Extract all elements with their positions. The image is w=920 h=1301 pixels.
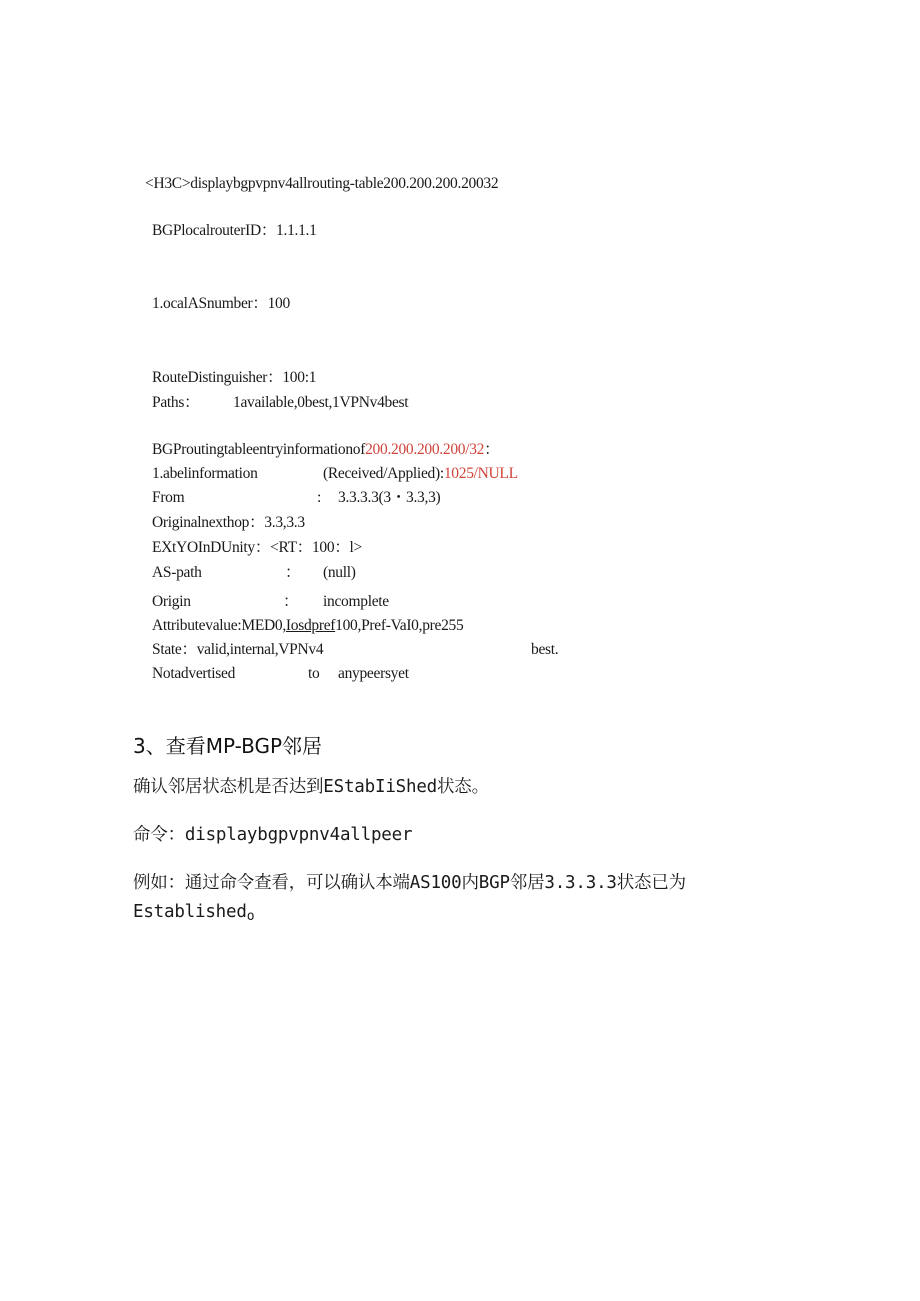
example-tail: o: [246, 909, 255, 924]
local-as-line: 1.ocalASnumber：100: [152, 295, 290, 312]
origin-label: Origin: [152, 593, 191, 610]
as-path-label: AS-path: [152, 564, 202, 581]
notadv-to: to: [308, 665, 320, 682]
paths-label: Paths：: [152, 394, 200, 411]
ext-community-line: EXtYOInDUnity：<RT：100：l>: [152, 539, 362, 556]
state-line: [152, 640, 559, 660]
notadv-label: Notadvertised: [152, 665, 236, 682]
label-info-values: [323, 464, 518, 484]
section-heading: 3、查看MP-BGP邻居: [133, 734, 323, 758]
example-paragraph-line1: 例如：通过命令查看，可以确认本端AS100内BGP邻居3.3.3.3状态已为: [133, 873, 686, 893]
original-nexthop-line: Originalnexthop：3.3,3.3: [152, 514, 305, 531]
command-paragraph: 命令：displaybgpvpnv4allpeer: [133, 825, 413, 845]
from-value: 3.3.3.3(3・3.3,3): [338, 489, 441, 506]
origin-value: incomplete: [323, 593, 389, 610]
confirm-paragraph: 确认邻居状态机是否达到EStabIiShed状态。: [133, 777, 489, 797]
origin-line: [152, 592, 389, 612]
entry-prefix: BGProutingtableentryinformationof: [152, 441, 366, 458]
from-colon: :: [317, 489, 322, 506]
origin-colon: ：: [283, 593, 299, 610]
cli-command-line: <H3C>displaybgpvpnv4allrouting-table200.200.200.20032: [145, 175, 499, 192]
route-distinguisher-line: RouteDistinguisher：100:1: [152, 369, 317, 386]
notadv-value: anypeersyet: [338, 665, 409, 682]
paths-value: 1available,0best,1VPNv4best: [233, 394, 409, 411]
from-line: [152, 488, 441, 508]
example-paragraph-line2: [133, 899, 254, 930]
from-label: From: [152, 489, 185, 506]
label-info-value: 1025/NULL: [443, 465, 518, 482]
attr-suffix: 100,Pref-VaI0,pre255: [335, 617, 464, 634]
router-id-line: BGPlocalrouterID：1.1.1.1: [152, 222, 317, 239]
attr-underlined: Iosdpref: [285, 617, 336, 634]
entry-info-line: [152, 440, 499, 460]
example-established: Established: [133, 902, 247, 922]
state-left: State：valid,internal,VPNv4: [152, 641, 324, 658]
entry-network: 200.200.200.200/32: [365, 441, 485, 458]
as-path-line: [152, 563, 356, 583]
label-info-label: 1.abelinformation: [152, 465, 258, 482]
attribute-line: [152, 616, 463, 636]
state-right: best.: [531, 641, 559, 658]
label-info-mid: (Received/Applied):: [323, 465, 444, 482]
as-path-colon: ：: [285, 564, 301, 581]
not-advertised-line: [152, 664, 409, 684]
label-info-line: [152, 464, 518, 484]
as-path-value: (null): [323, 564, 356, 581]
attr-prefix: Attributevalue:MED0,: [152, 617, 286, 634]
entry-suffix: ：: [484, 441, 500, 458]
paths-line: [152, 393, 409, 413]
